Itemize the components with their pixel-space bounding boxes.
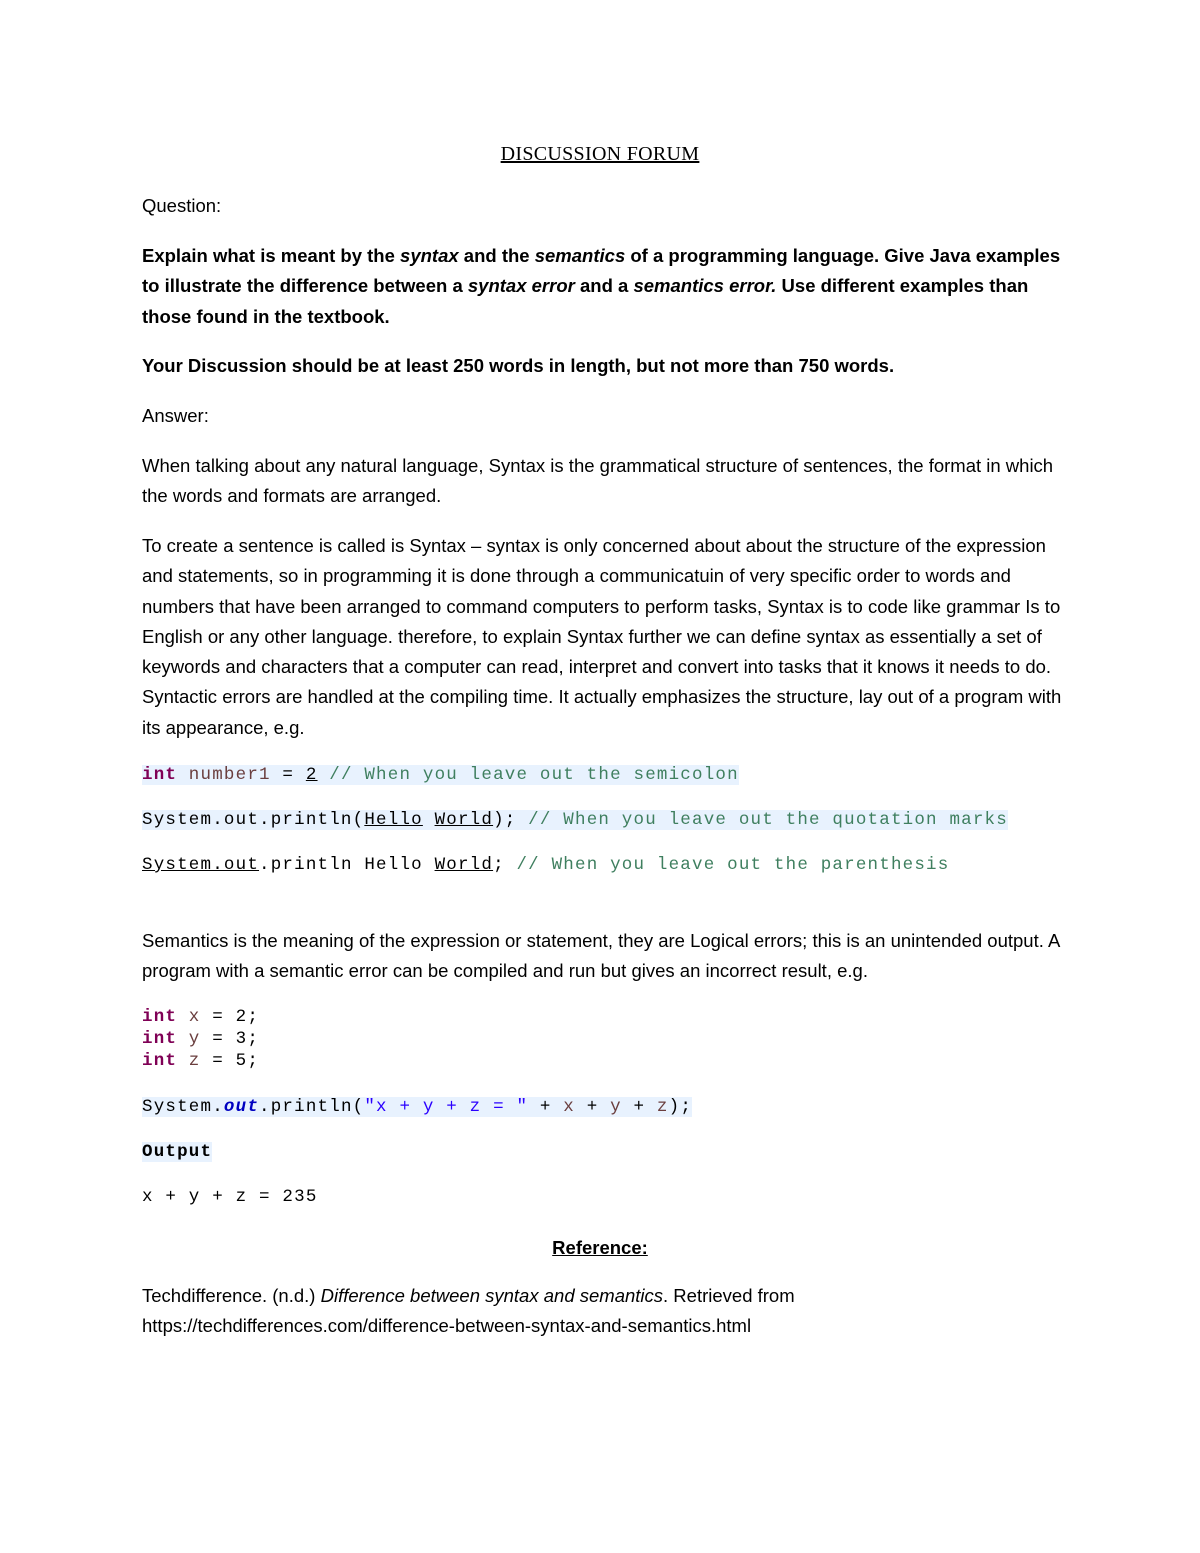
code-text: = 5;	[200, 1051, 260, 1071]
code-operator: +	[528, 1097, 564, 1117]
code-operator: +	[621, 1097, 657, 1117]
code-operator: +	[575, 1097, 611, 1117]
answer-label: Answer:	[142, 405, 209, 426]
code-text: System.	[142, 1097, 224, 1117]
code-variable: x	[563, 1097, 575, 1117]
reference-title: Difference between syntax and semantics	[320, 1285, 664, 1306]
code-keyword: int	[142, 1029, 178, 1049]
code-field: out	[223, 1097, 260, 1117]
output-value: x + y + z = 235	[142, 1187, 318, 1207]
code-text	[423, 810, 435, 830]
code-variable: y	[177, 1029, 201, 1049]
code-text: .println(	[259, 1097, 365, 1117]
syntax-example-2	[142, 809, 1008, 831]
reference-author: Techdifference. (n.d.)	[142, 1285, 321, 1306]
code-keyword: int	[142, 1051, 178, 1071]
answer-paragraph-1: When talking about any natural language, Syntax is the grammatical structure of sentences, the format in which the words and formats are arranged.	[142, 455, 1054, 507]
code-operator: =	[270, 765, 306, 785]
code-error-token: System.out	[142, 855, 260, 875]
output-label-text: Output	[142, 1142, 213, 1162]
code-text: ;	[493, 855, 505, 875]
reference-url: https://techdifferences.com/difference-between-syntax-and-semantics.html	[142, 1315, 752, 1337]
code-text: = 2;	[200, 1007, 260, 1027]
question-text: and a	[574, 275, 634, 297]
code-error-token: World	[434, 810, 494, 830]
code-text: System.out.println(	[142, 810, 365, 830]
code-text: = 3;	[200, 1029, 260, 1049]
question-paragraph	[142, 241, 1062, 332]
code-text: );	[493, 810, 517, 830]
reference-entry	[142, 1281, 1062, 1342]
question-emphasis: syntax	[400, 245, 459, 266]
code-variable: x	[177, 1007, 201, 1027]
code-comment: // When you leave out the quotation marks	[516, 810, 1008, 830]
answer-paragraph-2: To create a sentence is called is Syntax – syntax is only concerned about about the structure of the expression and statements, so in programming it is done through a communicatuin of very specific order to words and numbers that have been arranged to command computers to perform tasks, Syntax is to code like grammar Is to English or any other language. therefore, to explain Syntax further we can define syntax as essentially a set of keywords and characters that a computer can read, interpret and convert into tasks that it knows it needs to do. Syntactic errors are handled at the compiling time. It actually emphasizes the structure, lay out of a program with its appearance, e.g.	[142, 535, 1062, 738]
syntax-example-3	[142, 854, 949, 876]
question-text: and the	[458, 245, 535, 266]
reference-heading: Reference:	[552, 1237, 648, 1258]
length-requirement: Your Discussion should be at least 250 words in length, but not more than 750 words.	[142, 355, 895, 376]
semantic-declaration-z	[142, 1050, 259, 1072]
output-label	[142, 1141, 212, 1163]
question-text: Explain what is meant by the	[142, 245, 401, 266]
code-error-token: Hello	[364, 810, 423, 830]
code-variable: z	[177, 1051, 201, 1071]
question-emphasis: semantics error.	[633, 275, 777, 297]
code-variable: number1	[177, 765, 271, 785]
code-variable: z	[656, 1097, 669, 1117]
semantic-declaration-y	[142, 1028, 259, 1050]
code-text: );	[668, 1097, 693, 1117]
code-error-token: 2	[305, 765, 318, 785]
code-comment: // When you leave out the semicolon	[317, 765, 739, 785]
question-text: of a programming language. Give Java examples to illustrate the difference between a	[142, 245, 1061, 297]
code-string: "x + y + z = "	[364, 1097, 529, 1117]
reference-retrieved: . Retrieved from	[663, 1285, 795, 1306]
question-text: Use different examples than those found in the textbook.	[142, 275, 1029, 327]
question-emphasis: syntax error	[467, 275, 575, 297]
code-variable: y	[610, 1097, 622, 1117]
page-title: DISCUSSION FORUM	[500, 143, 700, 165]
semantic-print-statement	[142, 1096, 692, 1118]
code-keyword: int	[142, 765, 178, 785]
code-error-token: World	[434, 855, 494, 875]
question-label: Question:	[142, 195, 222, 216]
code-keyword: int	[142, 1007, 178, 1027]
code-text: .println Hello	[259, 855, 435, 875]
syntax-example-1	[142, 764, 739, 786]
code-comment: // When you leave out the parenthesis	[504, 855, 950, 875]
semantic-declaration-x	[142, 1006, 259, 1028]
question-emphasis: semantics	[534, 245, 626, 266]
answer-paragraph-3: Semantics is the meaning of the expression or statement, they are Logical errors; this is an unintended output. A program with a semantic error can be compiled and run but gives an incorrect result, e.g.	[142, 930, 1060, 982]
